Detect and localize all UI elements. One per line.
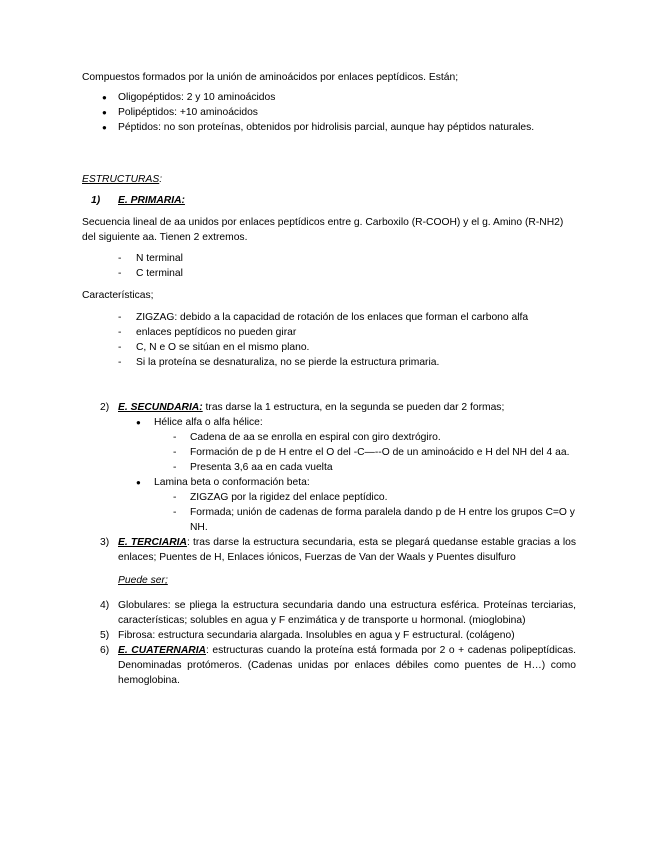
secondary-forms-list-2 [82, 475, 576, 490]
characteristics-list [82, 310, 576, 370]
secondary-structure [82, 400, 576, 415]
can-be-label [82, 573, 576, 588]
list-item: - Formada; unión de cadenas de forma paralela dando p de H entre los grupos C=O y NH. [190, 505, 576, 535]
list-item: - Formación de p de H entre el O del -C—--O de un aminoácido e H del NH del 4 aa. [190, 445, 576, 460]
list-item: - enlaces peptídicos no pueden girar [136, 325, 576, 340]
item-number: 2) [100, 402, 110, 413]
item-number: 5) [100, 630, 110, 641]
item-number: 6) [100, 645, 110, 656]
primary-ends-list [82, 251, 576, 281]
primary-description: Secuencia lineal de aa unidos por enlaces peptídicos entre g. Carboxilo (R-COOH) y el g. Amino (R-NH2) del siguiente aa. Tienen 2 extremos. [82, 217, 564, 243]
quaternary-text: : estructuras cuando la proteína está formada por 2 o + cadenas polipeptídicas. Denominadas protómeros. (Cadenas unidas por enlaces débiles como puentes de H…) como hemoglobina. [118, 645, 576, 686]
item-number: 3) [100, 537, 110, 548]
globular-item [82, 598, 576, 628]
list-item: ● Polipéptidos: +10 aminoácidos [118, 105, 576, 120]
form-label: Hélice alfa o alfa hélice: [154, 417, 263, 428]
tertiary-title: E. TERCIARIA [118, 537, 187, 548]
intro-paragraph: Compuestos formados por la unión de aminoácidos por enlaces peptídicos. Están; [82, 72, 459, 83]
list-item: - N terminal [136, 251, 576, 266]
quaternary-structure [82, 643, 576, 688]
primary-title: E. PRIMARIA: [118, 195, 185, 206]
structures-heading-text: ESTRUCTURAS [82, 174, 160, 185]
fibrous-item [82, 628, 576, 643]
list-item: - C, N e O se sitúan en el mismo plano. [136, 340, 576, 355]
primary-structure-title [82, 193, 576, 208]
list-item [154, 415, 576, 430]
structures-heading-suffix: : [159, 174, 163, 185]
tertiary-structure [82, 535, 576, 565]
list-item: - Si la proteína se desnaturaliza, no se pierde la estructura primaria. [136, 355, 576, 370]
quaternary-title: E. CUATERNARIA [118, 645, 206, 656]
globular-text: Globulares: se pliega la estructura secundaria dando una estructura esférica. Proteínas terciarias, características; solubles en agua y F enzimática y de transporte u hormonal. (mioglobina) [118, 600, 576, 626]
item-number: 1) [91, 195, 101, 206]
secondary-forms-list [82, 415, 576, 430]
alpha-helix-details [82, 430, 576, 475]
peptide-types-list [82, 90, 576, 135]
secondary-text: tras darse la 1 estructura, en la segunda se pueden dar 2 formas; [202, 402, 505, 413]
list-item: - ZIGZAG: debido a la capacidad de rotación de los enlaces que forman el carbono alfa [136, 310, 576, 325]
secondary-title: E. SECUNDARIA: [118, 402, 203, 413]
list-item: ● Oligopéptidos: 2 y 10 aminoácidos [118, 90, 576, 105]
characteristics-label: Características; [82, 290, 154, 301]
list-item: - C terminal [136, 266, 576, 281]
list-item [154, 475, 576, 490]
fibrous-text: Fibrosa: estructura secundaria alargada. Insolubles en agua y F estructural. (colágeno) [118, 630, 515, 641]
item-number: 4) [100, 600, 110, 611]
tertiary-text: : tras darse la estructura secundaria, esta se plegará quedanse estable gracias a los enlaces; Puentes de H, Enlaces iónicos, Fuerzas de Van der Waals y Puentes disulfuro [118, 537, 576, 563]
list-item: - ZIGZAG por la rigidez del enlace peptídico. [190, 490, 576, 505]
form-label: Lamina beta o conformación beta: [154, 477, 310, 488]
list-item: - Cadena de aa se enrolla en espiral con giro dextrógiro. [190, 430, 576, 445]
document-page [82, 70, 576, 688]
can-be-text: Puede ser; [118, 575, 168, 586]
beta-sheet-details [82, 490, 576, 535]
list-item: - Presenta 3,6 aa en cada vuelta [190, 460, 576, 475]
list-item: ● Péptidos: no son proteínas, obtenidos por hidrolisis parcial, aunque hay péptidos naturales. [118, 120, 576, 135]
structures-heading [82, 172, 576, 187]
